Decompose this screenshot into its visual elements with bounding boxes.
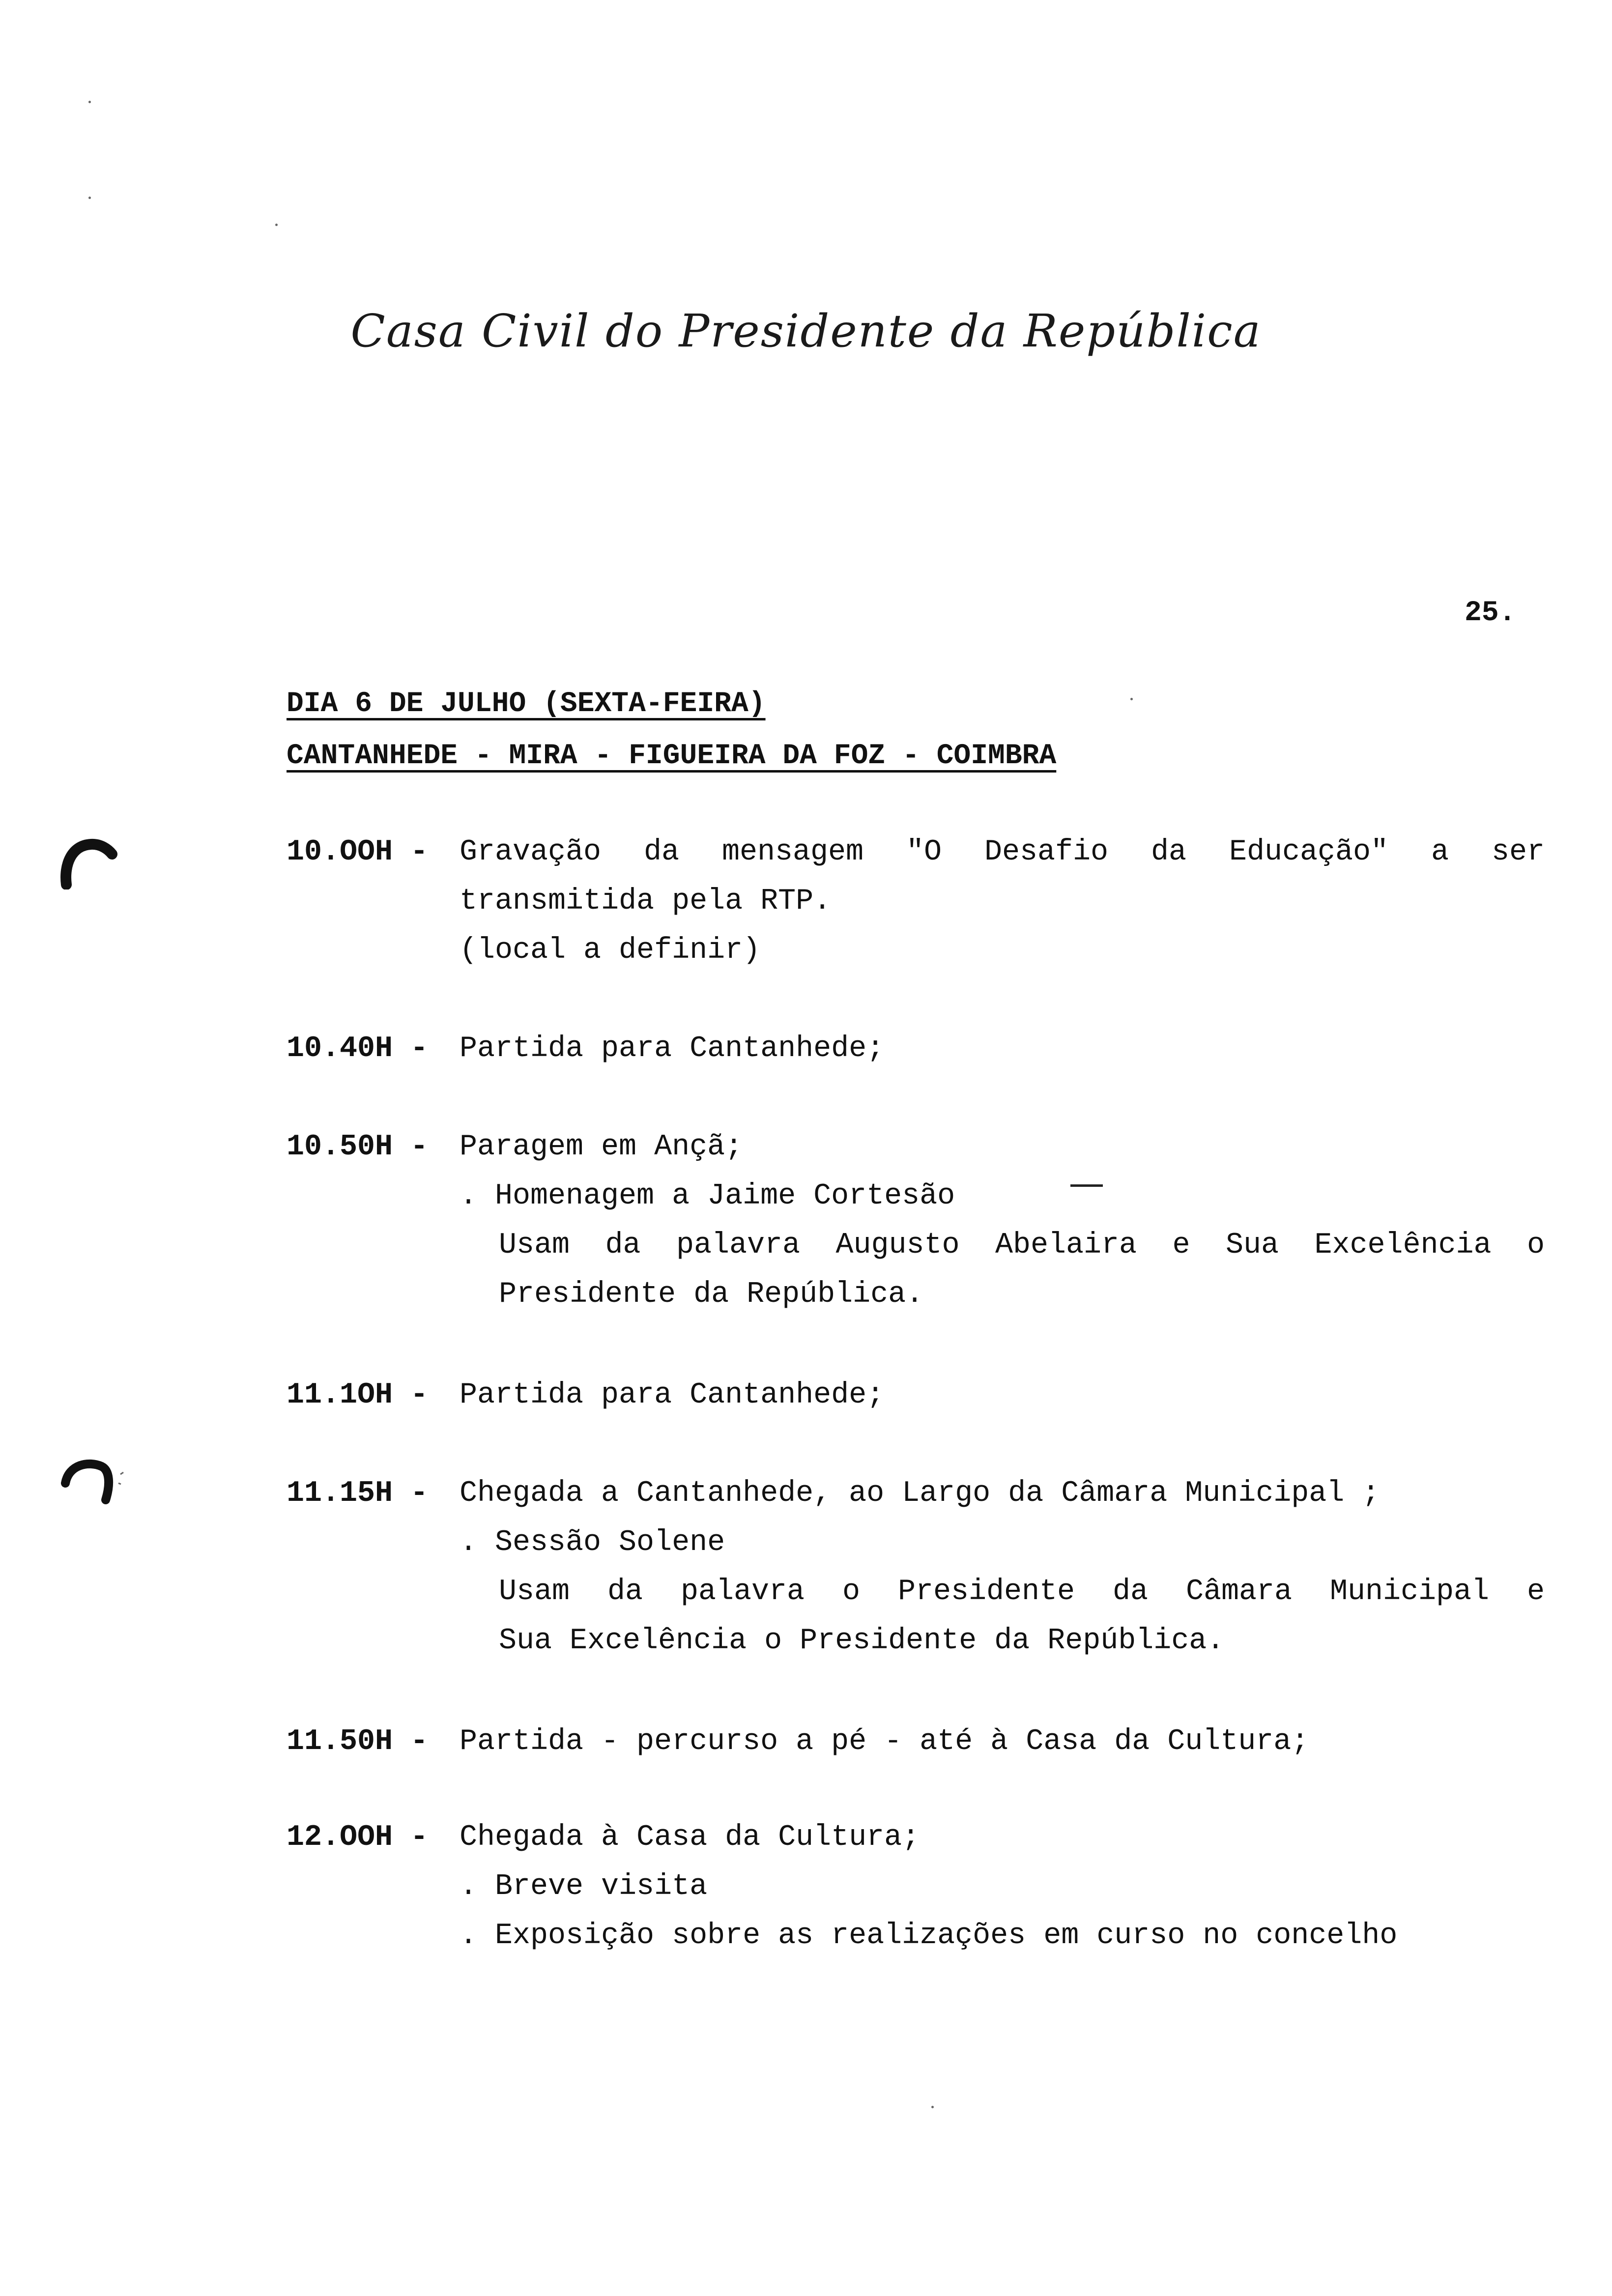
entry-time: 11.50H -	[287, 1725, 429, 1758]
bullet-item: . Sessão Solene	[460, 1526, 725, 1559]
hole-punch-mark	[57, 1455, 135, 1509]
entry-description: Chegada a Cantanhede, ao Largo da Câmara Municipal ;	[460, 1477, 1380, 1510]
schedule-entry	[287, 835, 1545, 983]
bullet-item: . Homenagem a Jaime Cortesão	[460, 1179, 955, 1213]
entry-description: Partida para Cantanhede;	[460, 1032, 885, 1065]
schedule-entry	[287, 1032, 1545, 1081]
bullet-item: . Breve visita	[460, 1870, 708, 1903]
schedule-entry	[287, 1130, 1545, 1327]
entry-time: 10.OOH -	[287, 835, 429, 869]
entry-description: Partida - percurso a pé - até à Casa da Cultura;	[460, 1725, 1309, 1758]
route-heading: CANTANHEDE - MIRA - FIGUEIRA DA FOZ - COIMBRA	[287, 740, 1057, 772]
entry-time: 10.40H -	[287, 1032, 429, 1065]
speck	[88, 197, 91, 199]
bullet-item: . Exposição sobre as realizações em curso no concelho	[460, 1919, 1398, 1952]
entry-description: Gravação da mensagem "O Desafio da Educação" a ser	[460, 835, 1545, 869]
entry-time: 12.OOH -	[287, 1821, 429, 1854]
speck	[275, 224, 278, 226]
hole-punch-mark	[54, 835, 118, 890]
bullet-subline: Usam da palavra o Presidente da Câmara Municipal e	[499, 1575, 1545, 1608]
bullet-subline: Presidente da República.	[499, 1278, 924, 1311]
entry-line: (local a definir)	[460, 934, 761, 967]
schedule-entry	[287, 1477, 1545, 1673]
bullet-subline: Usam da palavra Augusto Abelaira e Sua Excelência o	[499, 1229, 1545, 1262]
speck	[88, 101, 91, 103]
bullet-subline: Sua Excelência o Presidente da República.	[499, 1624, 1225, 1658]
entry-description: Chegada à Casa da Cultura;	[460, 1821, 920, 1854]
schedule-entry	[287, 1378, 1545, 1428]
schedule-entry	[287, 1725, 1545, 1774]
entry-description: Partida para Cantanhede;	[460, 1378, 885, 1412]
entry-line: transmitida pela RTP.	[460, 885, 832, 918]
day-heading: DIA 6 DE JULHO (SEXTA-FEIRA)	[287, 688, 766, 720]
page-number: 25.	[1465, 597, 1516, 629]
entry-time: 11.15H -	[287, 1477, 429, 1510]
schedule-entry	[287, 1821, 1545, 1968]
entry-description: Paragem em Ançã;	[460, 1130, 743, 1164]
entry-time: 10.50H -	[287, 1130, 429, 1164]
speck	[931, 2106, 934, 2108]
entry-time: 11.1OH -	[287, 1378, 429, 1412]
letterhead: Casa Civil do Presidente da República	[350, 305, 1262, 357]
stray-mark	[1070, 1184, 1103, 1187]
speck	[1130, 698, 1133, 700]
